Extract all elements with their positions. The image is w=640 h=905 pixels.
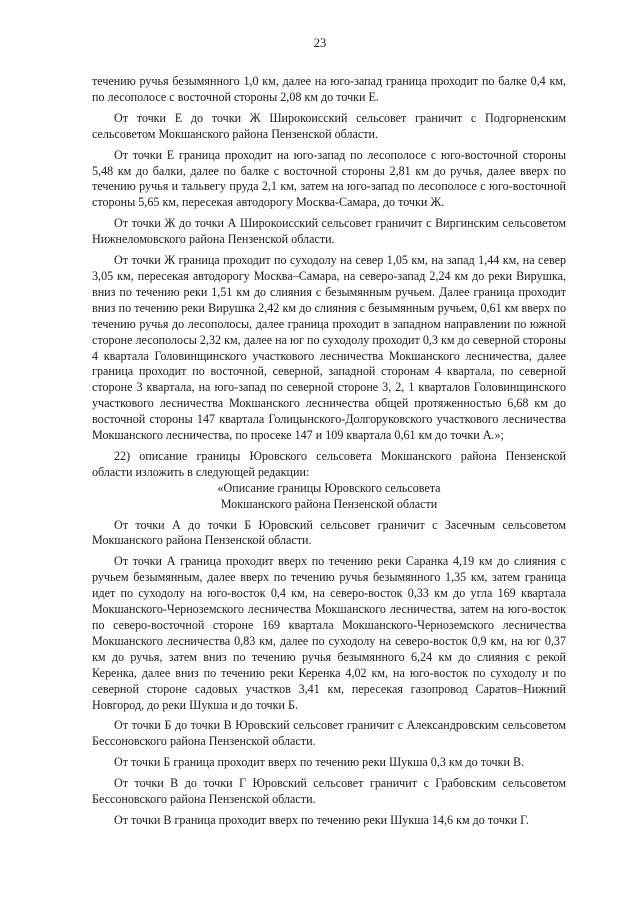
page-number: 23 (313, 36, 327, 50)
paragraph: От точки В граница проходит вверх по течению реки Шукша 14,6 км до точки Г. (114, 812, 529, 827)
document-body (92, 74, 566, 834)
paragraph: От точки Б до точки В Юровский сельсовет граничит с Александровским сельсоветом Бессоновского района Пензенской области. (92, 718, 566, 749)
paragraph: От точки В до точки Г Юровский сельсовет граничит с Грабовским сельсоветом Бессоновского района Пензенской области. (92, 776, 566, 807)
paragraph-continuation: течению ручья безымянного 1,0 км, далее на юго-запад граница проходит по балке 0,4 км, по лесополосе с восточной стороны 2,08 км до точки Е. (92, 74, 566, 104)
paragraph: От точки Б граница проходит вверх по течению реки Шукша 0,3 км до точки В. (114, 755, 525, 770)
paragraph: От точки Е граница проходит на юго-запад по лесополосе с юго-восточной стороны 5,48 км до балки, далее по балке с восточной стороны 2,81 км до ручья, далее вверх по течению ручья и тальвегу пруда 2,1 км, затем на юго-запад по лесополосе с юго-восточной стороны 5,65 км, пересекая автодорогу Москва-Самара, до точки Ж. (92, 147, 566, 210)
section-heading-line2: Мокшанского района Пензенской области (220, 496, 438, 511)
paragraph: От точки Ж до точки А Широкоисский сельсовет граничит с Виргинским сельсоветом Нижнеломовского района Пензенской области. (92, 216, 566, 247)
paragraph-item-22: 22) описание границы Юровского сельсовета Мокшанского района Пензенской области изложить в следующей редакции: (92, 448, 566, 479)
section-heading-line1: «Описание границы Юровского сельсовета (217, 480, 441, 495)
paragraph: От точки А граница проходит вверх по течению реки Саранка 4,19 км до слияния с ручьем безымянным, далее вверх по течению ручья безымянного 1,35 км, затем граница идет по суходолу на юго-восток 0,4 км, на северо-восток 0,33 км до угла 169 квартала Мокшанского-Черноземского лесничества Мокшанского лесничества, затем на юго-восток по северо-восточной стороне 169 квартала Мокшанского-Черноземского лесничества Мокшанского лесничества 0,83 км, далее по суходолу на северо-восток 0,9 км, на юг 0,37 км до ручья, затем вниз по течению ручья безымянного 6,24 км до слияния с рекой Керенка, далее вниз по течению реки Керенка 4,02 км, на юго-восток по суходолу и по северной стороне садовых участков 3,41 км, пересекая газопровод Саратов–Нижний Новгород, до реки Шукша и до точки Б. (92, 554, 566, 712)
paragraph: От точки Е до точки Ж Широкоисский сельсовет граничит с Подгорненским сельсоветом Мокшанского района Пензенской области. (92, 110, 566, 141)
paragraph: От точки А до точки Б Юровский сельсовет граничит с Засечным сельсоветом Мокшанского района Пензенской области. (92, 517, 566, 548)
paragraph: От точки Ж граница проходит по суходолу на север 1,05 км, на запад 1,44 км, на север 3,05 км, пересекая автодорогу Москва–Самара, на северо-запад 2,24 км до реки Вирушка, вниз по течению реки 1,51 км до слияния с безымянным ручьем. Далее граница проходит вниз по течению реки Вирушка 2,42 км до слияния с безымянным ручьем, 0,61 км вверх по течению ручья до лесополосы, далее граница проходит в западном направлении по южной стороне лесополосы 2,32 км, далее на юг по суходолу проходит 0,3 км до северной стороны 4 квартала Головинщинского участкового лесничества Мокшанского лесничества, далее граница проходит по восточной, северной, западной сторонам 4 квартала, по северной стороне 3 квартала, на юго-запад по северной стороне 3, 2, 1 кварталов Головинщинского участкового лесничества Мокшанского лесничества общей протяженностью 6,68 км до восточной стороны 147 квартала Голицынского-Долгоруковского участкового лесничества Мокшанского лесничества, по просеке 147 и 109 квартала 0,61 км до точки А.»; (92, 253, 566, 443)
